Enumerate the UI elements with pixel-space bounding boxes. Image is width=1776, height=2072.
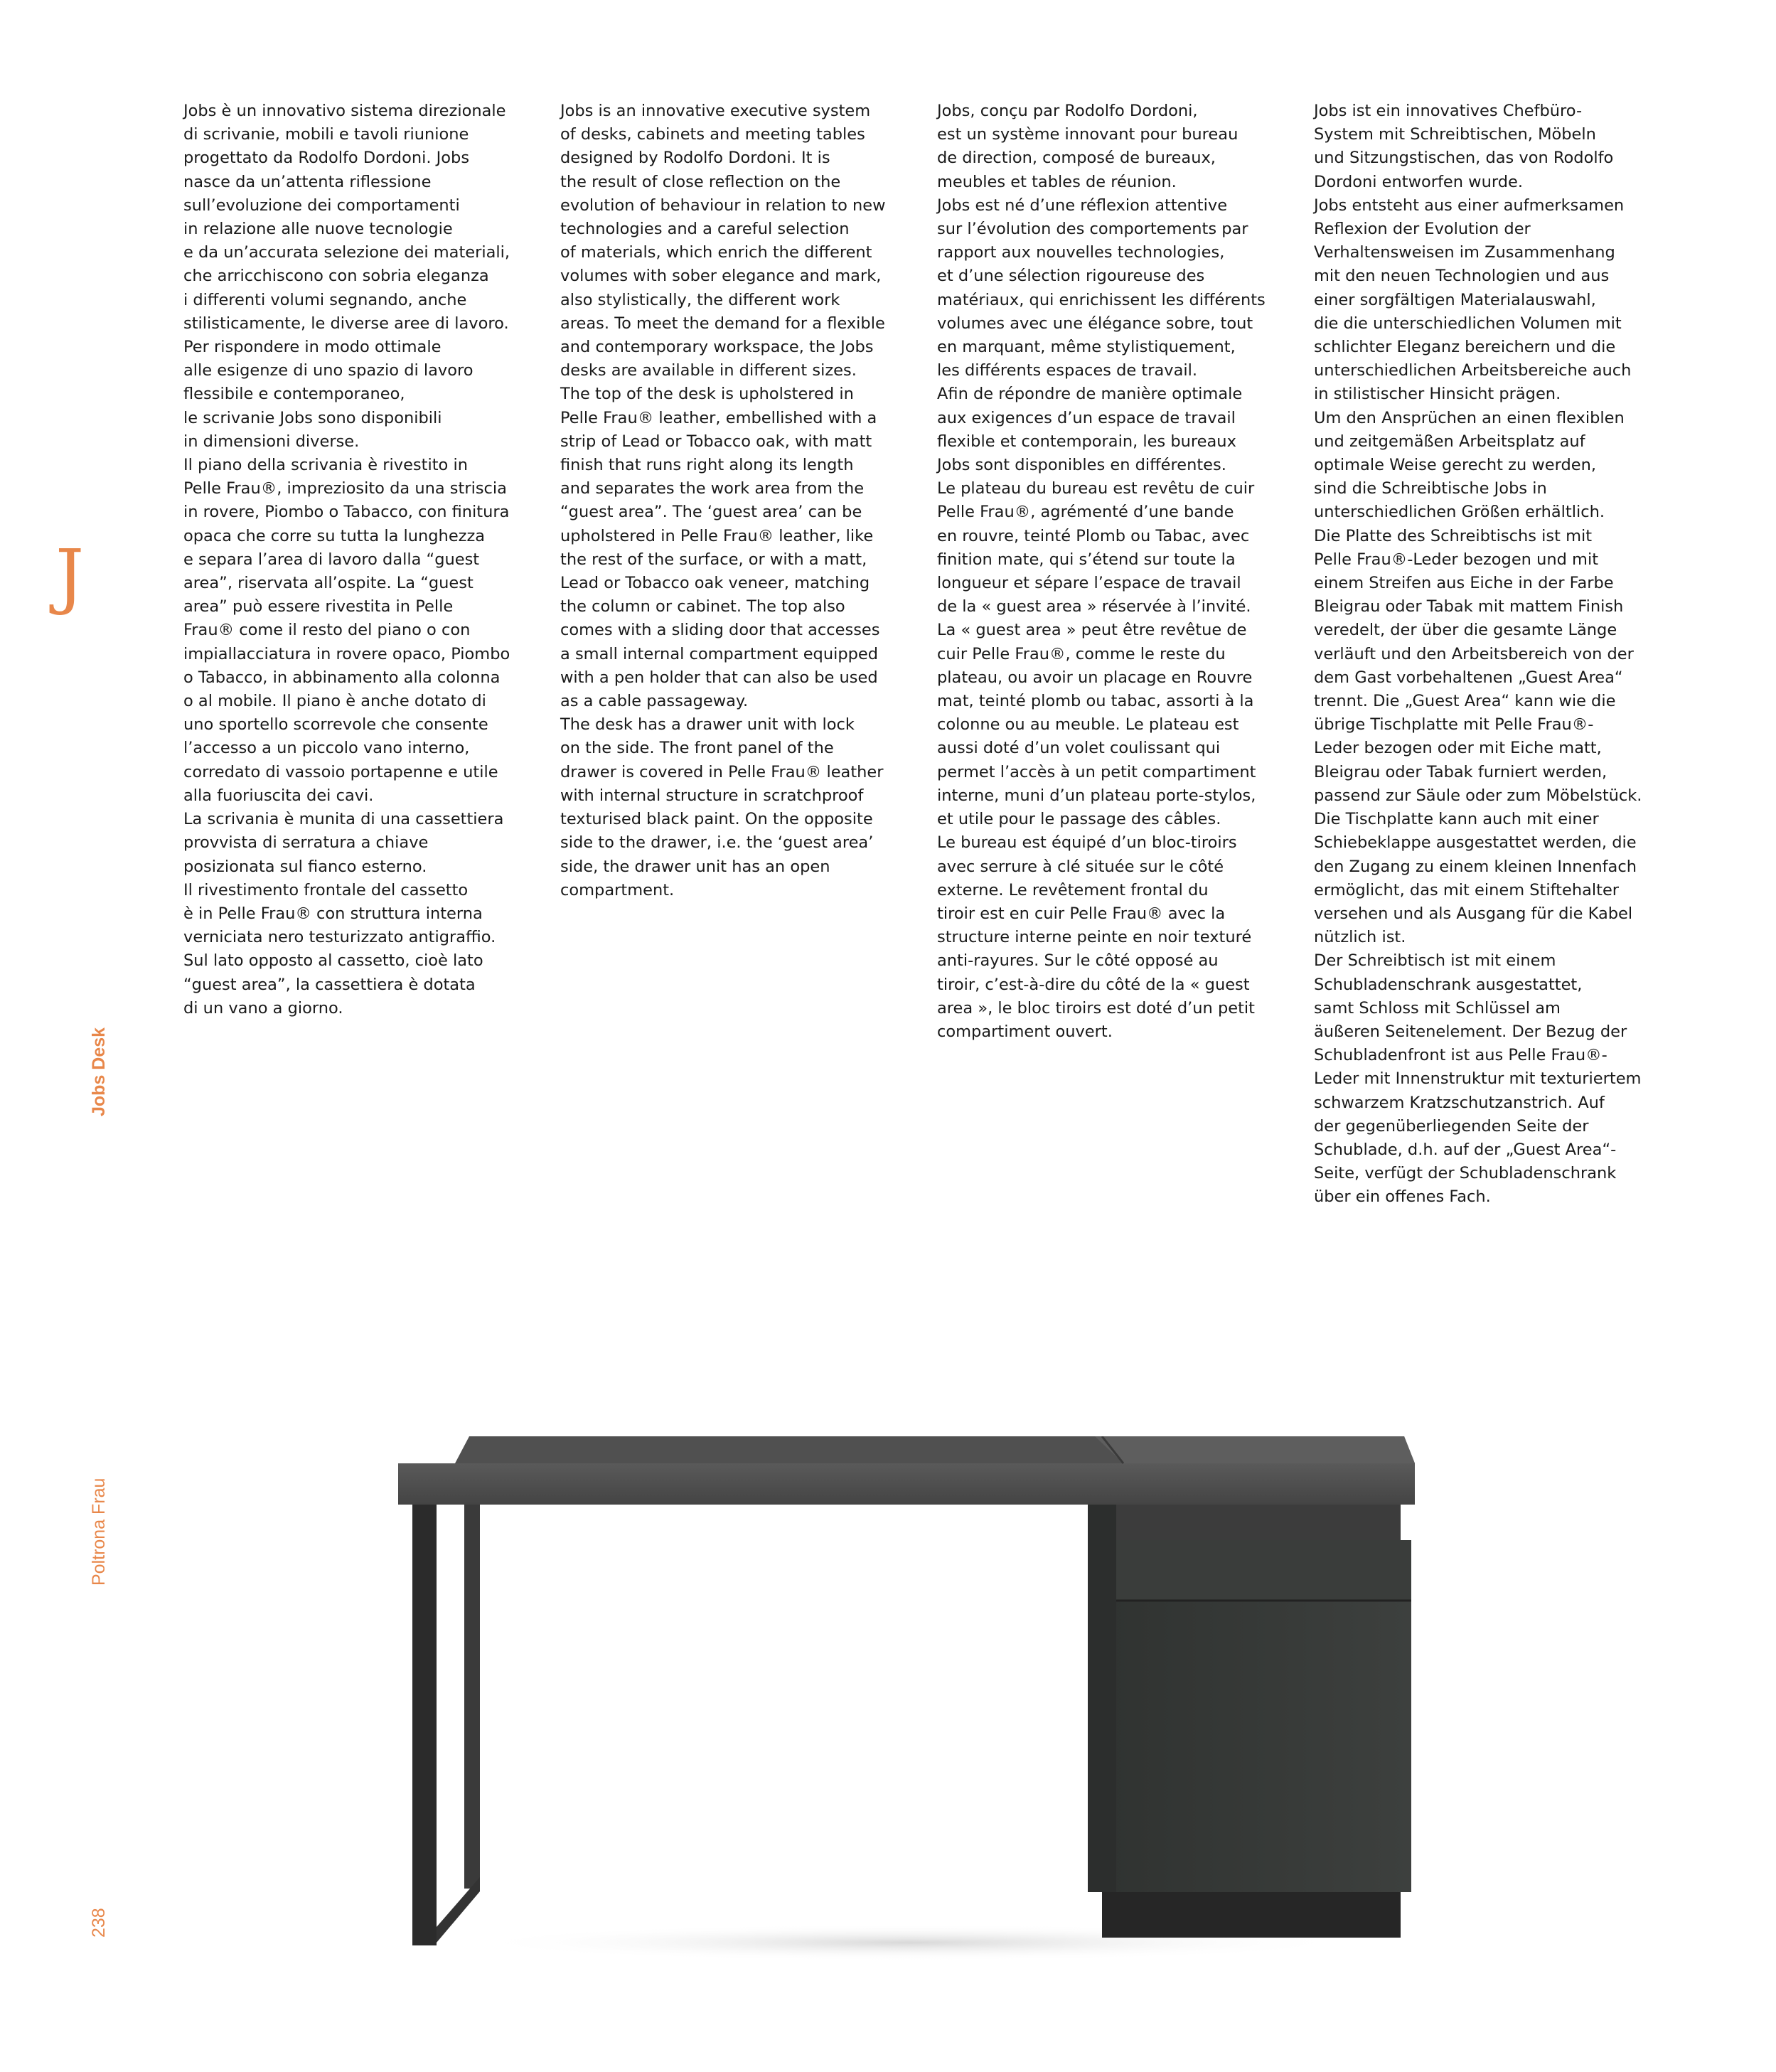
desk-leg-bar — [437, 1877, 480, 1943]
desk-leg-back — [464, 1505, 480, 1889]
desk-top-edge — [398, 1463, 1415, 1505]
english-text-column: Jobs is an innovative executive system of desks, cabinets and meeting tables designed by Rodolfo Dordoni. It is the result of close reflection on the evolution of behaviour in relation to new technologies and a careful selection of materials, which enrich the different volumes with sober elegance and mark, also stylistically, the different work areas. To meet the demand for a flexible and contemporary workspace, the Jobs desks are available in different sizes. The top of the desk is upholstered in Pelle Frau® leather, embellished with a strip of Lead or Tobacco oak, with matt finish that runs right along its length and separates the work area from the “guest area”. The ‘guest area’ can be upholstered in Pelle Frau® leather, like the rest of the surface, or with a matt, Lead or Tobacco oak veneer, matching the column or cabinet. The top also comes with a sliding door that accesses a small internal compartment equipped with a pen holder that can also be used as a cable passageway. The desk has a drawer unit with lock on the side. The front panel of the drawer is covered in Pelle Frau® leather with internal structure in scratchproof texturised black paint. On the opposite side to the drawer, i.e. the ‘guest area’ side, the drawer unit has an open compartment. — [560, 102, 886, 899]
cabinet-drawer — [1088, 1540, 1411, 1601]
cabinet-body — [1088, 1601, 1411, 1892]
german-text-column: Jobs ist ein innovatives Chefbüro- System mit Schreibtischen, Möbeln und Sitzungstischen, das von Rodolfo Dordoni entworfen wurde. Jobs entsteht aus einer aufmerksamen Reflexion der Evolution der Verhaltensweisen im Zusammenhang mit den neuen Technologien und aus einer sorgfältigen Materialauswahl, die die unterschiedlichen Volumen mit schlichter Eleganz bereichern und die unterschiedlichen Arbeitsbereiche auch in stilistischer Hinsicht prägen. Um den Ansprüchen an einen flexiblen und zeitgemäßen Arbeitsplatz auf optimale Weise gerecht zu werden, sind die Schreibtische Jobs in unterschiedlichen Größen erhältlich. Die Platte des Schreibtischs ist mit Pelle Frau®-Leder bezogen und mit einem Streifen aus Eiche in der Farbe Bleigrau oder Tabak mit mattem Finish veredelt, der über die gesamte Länge verläuft und den Arbeitsbereich von der dem Gast vorbehaltenen „Guest Area“ trennt. Die „Guest Area“ kann wie die übrige Tischplatte mit Pelle Frau®- Leder bezogen oder mit Eiche matt, Bleigrau oder Tabak furniert werden, passend zur Säule oder zum Möbelstück. Die Tischplatte kann auch mit einer Schiebeklappe ausgestattet werden, die den Zugang zu einem kleinen Innenfach ermöglicht, das mit einem Stiftehalter versehen und als Ausgang für die Kabel nützlich ist. Der Schreibtisch ist mit einem Schubladenschrank ausgestattet, samt Schloss mit Schlüssel am äußeren Seitenelement. Der Bezug der Schubladenfront ist aus Pelle Frau®- Leder mit Innenstruktur mit texturiertem schwarzem Kratzschutzanstrich. Auf der gegenüberliegenden Seite der Schublade, d.h. auf der „Guest Area“- Seite, verfügt der Schubladenschrank über ein offenes Fach. — [1314, 102, 1642, 1207]
guest-area-panel — [1095, 1436, 1415, 1463]
desk-leg-front — [412, 1505, 437, 1945]
cabinet-side — [1088, 1505, 1116, 1892]
initial-letter: J — [55, 534, 85, 617]
page-number: 238 — [89, 1908, 109, 1938]
french-text-column: Jobs, conçu par Rodolfo Dordoni, est un système innovant pour bureau de direction, composé de bureaux, meubles et tables de réunion. Jobs est né d’une réflexion attentive sur l’évolution des comportements par rapport aux nouvelles technologies, et d’une sélection rigoureuse des matériaux, qui enrichissent les différents volumes avec une élégance sobre, tout en marquant, même stylistiquement, les différents espaces de travail. Afin de répondre de manière optimale aux exigences d’un espace de travail flexible et contemporain, les bureaux Jobs sont disponibles en différentes. Le plateau du bureau est revêtu de cuir Pelle Frau®, agrémenté d’une bande en rouvre, teinté Plomb ou Tabac, avec finition mate, qui s’étend sur toute la longueur et sépare l’espace de travail de la « guest area » réservée à l’invité. La « guest area » peut être revêtue de cuir Pelle Frau®, comme le reste du plateau, ou avoir un placage en Rouvre mat, teinté plomb ou tabac, assorti à la colonne ou au meuble. Le plateau est aussi doté d’un volet coulissant qui permet l’accès à un petit compartiment interne, muni d’un plateau porte-stylos, et utile pour le passage des câbles. Le bureau est équipé d’un bloc-tiroirs avec serrure à clé située sur le côté externe. Le revêtement frontal du tiroir est en cuir Pelle Frau® avec la structure interne peinte en noir texturé anti-rayures. Sur le côté opposé au tiroir, c’est-à-dire du côté de la « guest area », le bloc tiroirs est doté d’un petit compartiment ouvert. — [937, 102, 1266, 1041]
cabinet-top-open — [1088, 1505, 1401, 1540]
italian-text-column: Jobs è un innovativo sistema direzionale di scrivanie, mobili e tavoli riunione progettato da Rodolfo Dordoni. Jobs nasce da un’attenta riflessione sull’evoluzione dei comportamenti in relazione alle nuove tecnologie e da un’accurata selezione dei materiali, che arricchiscono con sobria eleganza i differenti volumi segnando, anche stilisticamente, le diverse aree di lavoro. Per rispondere in modo ottimale alle esigenze di uno spazio di lavoro flessibile e contemporaneo, le scrivanie Jobs sono disponibili in dimensioni diverse. Il piano della scrivania è rivestito in Pelle Frau®, impreziosito da una striscia in rovere, Piombo o Tabacco, con finitura opaca che corre su tutta la lunghezza e separa l’area di lavoro dalla “guest area”, riservata all’ospite. La “guest area” può essere rivestita in Pelle Frau® come il resto del piano o con impiallacciatura in rovere opaco, Piombo o Tabacco, in abbinamento alla colonna o al mobile. Il piano è anche dotato di uno sportello scorrevole che consente l’accesso a un piccolo vano interno, corredato di vassoio portapenne e utile alla fuoriuscita dei cavi. La scrivania è munita di una cassettiera provvista di serratura a chiave posizionata sul fianco esterno. Il rivestimento frontale del cassetto è in Pelle Frau® con struttura interna verniciata nero testurizzato antigraffio. Sul lato opposto al cassetto, cioè lato “guest area”, la cassettiera è dotata di un vano a giorno. — [183, 102, 510, 1018]
brand-label: Poltrona Frau — [89, 1478, 109, 1586]
desk-photo — [370, 1436, 1450, 1962]
cabinet-plinth — [1102, 1892, 1401, 1938]
product-label: Jobs Desk — [89, 1027, 109, 1116]
